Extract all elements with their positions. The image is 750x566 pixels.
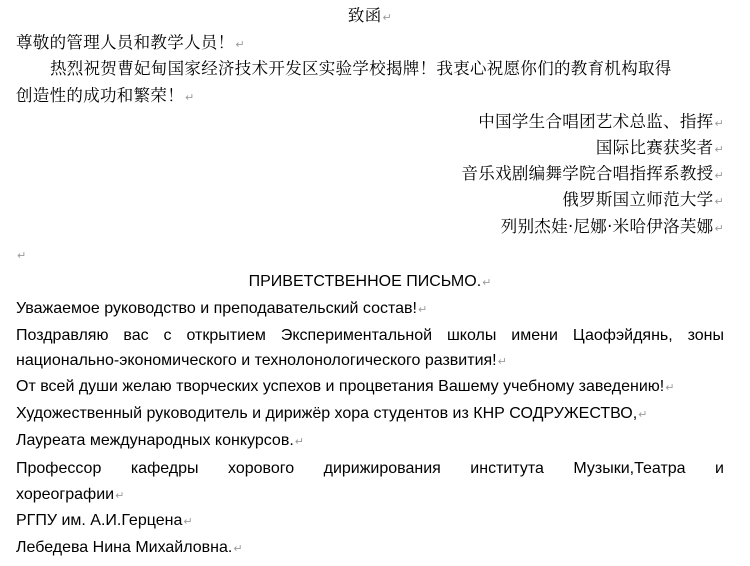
paragraph-mark-icon: ↵ — [714, 117, 724, 130]
russian-title: ПРИВЕТСТВЕННОЕ ПИСЬМО.↵ — [248, 273, 492, 290]
empty-paragraph — [16, 244, 724, 266]
russian-signature-line-4: хореографии↵ — [16, 486, 125, 503]
paragraph-mark-icon: ↵ — [294, 435, 304, 448]
paragraph-mark-icon: ↵ — [382, 11, 393, 24]
chinese-body-line-2: 创造性的成功和繁荣！↵ — [16, 86, 195, 105]
paragraph-mark-icon: ↵ — [714, 195, 724, 208]
paragraph-mark-icon: ↵ — [714, 143, 724, 156]
paragraph-mark-icon: ↵ — [235, 38, 245, 51]
chinese-signature-line: 中国学生合唱团艺术总监、指挥↵ — [478, 112, 724, 131]
chinese-title: 致函↵ — [347, 6, 393, 25]
russian-signature-line-2: Лауреата международных конкурсов.↵ — [16, 432, 304, 449]
chinese-signature-line: 列别杰娃·尼娜·米哈伊洛芙娜↵ — [500, 217, 724, 236]
russian-wishes: От всей души желаю творческих успехов и процветания Вашему учебному заведению!↵ — [16, 378, 675, 395]
chinese-signature-line: 国际比赛获奖者↵ — [595, 138, 724, 157]
russian-congrats-line-2: национально-экономического и технолонологического развития!↵ — [16, 352, 507, 369]
paragraph-mark-icon: ↵ — [714, 222, 724, 235]
chinese-signature-line: 俄罗斯国立师范大学↵ — [562, 190, 724, 209]
chinese-body-line-1: 热烈祝贺曹妃甸国家经济技术开发区实验学校揭牌！我衷心祝愿你们的教育机构取得 — [50, 59, 672, 78]
russian-salutation: Уважаемое руководство и преподавательский состав!↵ — [16, 300, 428, 317]
chinese-salutation: 尊敬的管理人员和教学人员！↵ — [16, 33, 245, 52]
russian-congrats-line-1: Поздравляю вас с открытием Экспериментальной школы имени Цаофэйдянь, зоны — [16, 327, 724, 344]
paragraph-mark-icon: ↵ — [638, 408, 648, 421]
russian-signature-line-1: Художественный руководитель и дирижёр хора студентов из КНР СОДРУЖЕСТВО,↵ — [16, 405, 648, 422]
paragraph-mark-icon: ↵ — [714, 169, 724, 182]
chinese-signature-line: 音乐戏剧编舞学院合唱指挥系教授↵ — [461, 164, 724, 183]
russian-signature-line-6: Лебедева Нина Михайловна.↵ — [16, 539, 243, 556]
paragraph-mark-icon: ↵ — [482, 276, 492, 289]
paragraph-mark-icon: ↵ — [185, 91, 195, 104]
paragraph-mark-icon: ↵ — [417, 303, 428, 316]
russian-signature-line-5: РГПУ им. А.И.Герцена↵ — [16, 512, 193, 529]
paragraph-mark-icon: ↵ — [17, 249, 27, 262]
paragraph-mark-icon: ↵ — [233, 542, 243, 555]
paragraph-mark-icon: ↵ — [665, 381, 675, 394]
paragraph-mark-icon: ↵ — [115, 489, 125, 502]
russian-signature-line-3: Профессор кафедры хорового дирижирования института Музыки,Театра и — [16, 460, 724, 477]
paragraph-mark-icon: ↵ — [183, 515, 193, 528]
paragraph-mark-icon: ↵ — [497, 355, 507, 368]
